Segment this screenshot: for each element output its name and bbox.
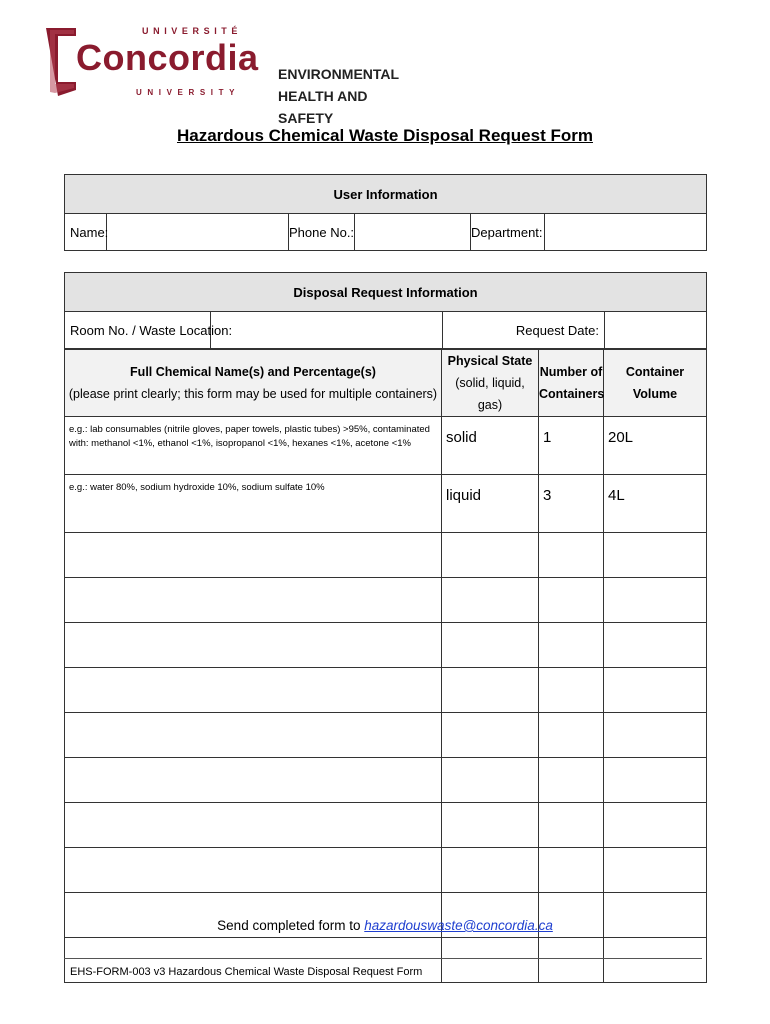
volume-cell[interactable] [604,803,707,848]
example-number: 1 [539,417,604,475]
example-chemical: e.g.: lab consumables (nitrile gloves, paper towels, plastic tubes) >95%, contaminated with: methanol <1%, ethanol <1%, isopropanol <1%, hexanes <1%, acetone <1% [65,417,442,475]
example-volume: 20L [604,417,707,475]
chemical-cell[interactable] [65,713,442,758]
chemical-cell[interactable] [65,533,442,578]
number-cell[interactable] [539,713,604,758]
state-cell[interactable] [442,668,539,713]
chemical-cell[interactable] [65,623,442,668]
volume-cell[interactable] [604,758,707,803]
table-row [65,713,707,758]
chemical-cell[interactable] [65,848,442,893]
room-field[interactable] [211,312,443,349]
university-logo [44,26,400,126]
phone-field[interactable] [355,214,471,251]
volume-cell[interactable] [604,848,707,893]
state-column-title: Physical State [447,354,533,368]
volume-cell[interactable] [604,668,707,713]
request-date-field[interactable] [605,312,707,349]
volume-cell[interactable] [604,578,707,623]
name-label: Name: [65,214,107,251]
state-cell[interactable] [442,578,539,623]
example-row [65,417,707,475]
number-cell[interactable] [539,848,604,893]
send-text: Send completed form to [217,918,361,933]
department-field[interactable] [545,214,707,251]
example-volume: 4L [604,475,707,533]
chemical-column-header [65,350,442,417]
chemical-cell[interactable] [65,578,442,623]
number-cell[interactable] [539,623,604,668]
table-row [65,623,707,668]
state-cell[interactable] [442,848,539,893]
example-number: 3 [539,475,604,533]
department-name [278,63,399,129]
number-cell[interactable] [539,578,604,623]
volume-cell[interactable] [604,623,707,668]
example-state: solid [442,417,539,475]
waste-items-table [64,349,707,983]
disposal-request-heading: Disposal Request Information [65,273,707,312]
disposal-request-table [64,272,707,349]
state-cell[interactable] [442,938,539,983]
department-line-1: ENVIRONMENTAL [278,66,400,82]
footer-divider [64,958,702,959]
phone-label: Phone No.: [289,214,355,251]
number-column-header [539,350,604,417]
university-name: Concordia [76,37,259,78]
table-row [65,758,707,803]
table-row [65,578,707,623]
request-date-label: Request Date: [443,312,605,349]
user-information-table [64,174,707,251]
form-title: Hazardous Chemical Waste Disposal Request Form [177,126,593,145]
user-information-heading: User Information [65,175,707,214]
volume-cell[interactable] [604,713,707,758]
volume-cell[interactable] [604,533,707,578]
volume-cell[interactable] [604,938,707,983]
number-cell[interactable] [539,533,604,578]
state-cell[interactable] [442,803,539,848]
state-column-header [442,350,539,417]
state-cell[interactable] [442,623,539,668]
number-cell[interactable] [539,668,604,713]
name-field[interactable] [107,214,289,251]
table-row [65,668,707,713]
state-column-note: (solid, liquid, gas) [455,376,525,412]
form-id: EHS-FORM-003 v3 Hazardous Chemical Waste Disposal Request Form [70,966,423,978]
department-label: Department: [471,214,545,251]
concordia-shield-icon [44,26,78,98]
email-link[interactable]: hazardouswaste@concordia.ca [364,918,553,933]
number-cell[interactable] [539,938,604,983]
number-column-line-1: Number of [539,365,603,379]
chemical-cell[interactable] [65,668,442,713]
table-row [65,848,707,893]
state-cell[interactable] [442,713,539,758]
volume-column-title: Container Volume [625,365,685,401]
chemical-cell[interactable] [65,803,442,848]
chemical-column-note: (please print clearly; this form may be used for multiple containers) [68,387,438,401]
number-column-line-2: Containers [539,387,605,401]
send-instructions [0,918,770,933]
example-chemical: e.g.: water 80%, sodium hydroxide 10%, sodium sulfate 10% [65,475,442,533]
department-line-2: HEALTH AND SAFETY [278,88,368,126]
table-row [65,803,707,848]
chemical-cell[interactable] [65,758,442,803]
state-cell[interactable] [442,533,539,578]
room-label: Room No. / Waste Location: [65,312,211,349]
table-row [65,533,707,578]
example-state: liquid [442,475,539,533]
university-bottom-text: UNIVERSITY [136,88,241,97]
example-row [65,475,707,533]
number-cell[interactable] [539,758,604,803]
chemical-column-title: Full Chemical Name(s) and Percentage(s) [130,365,376,379]
volume-column-header [604,350,707,417]
number-cell[interactable] [539,803,604,848]
state-cell[interactable] [442,758,539,803]
university-top-text: UNIVERSITÉ [142,26,243,36]
